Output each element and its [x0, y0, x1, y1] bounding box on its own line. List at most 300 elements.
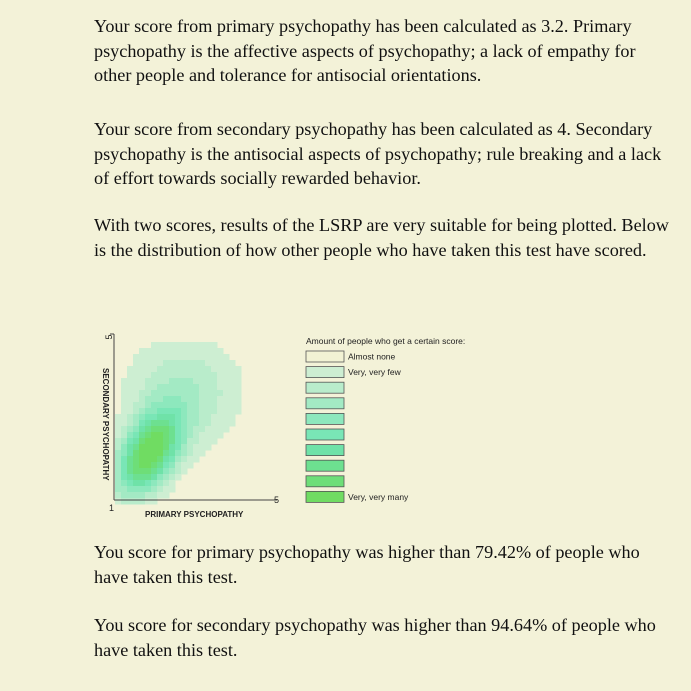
heatmap-cell	[181, 462, 188, 469]
heatmap-cell	[151, 498, 158, 505]
heatmap-cell	[139, 480, 146, 487]
heatmap-cell	[187, 354, 194, 361]
heatmap-cell	[205, 414, 212, 421]
heatmap-cell	[145, 366, 152, 373]
heatmap-cell	[151, 348, 158, 355]
heatmap-cell	[139, 462, 146, 469]
heatmap-cell	[175, 342, 182, 349]
heatmap-cell	[115, 438, 122, 445]
heatmap-cell	[145, 432, 152, 439]
heatmap-cell	[187, 342, 194, 349]
heatmap-cell	[157, 492, 164, 499]
heatmap-cell	[121, 468, 128, 475]
heatmap-cell	[169, 450, 176, 457]
heatmap-cell	[199, 444, 206, 451]
heatmap-cell	[115, 492, 122, 499]
heatmap-cell	[115, 468, 122, 475]
heatmap-cell	[121, 414, 128, 421]
heatmap-cell	[127, 384, 134, 391]
heatmap-cell	[187, 390, 194, 397]
heatmap-cell	[193, 432, 200, 439]
heatmap-cell	[187, 432, 194, 439]
heatmap-cell	[187, 456, 194, 463]
heatmap-cell	[139, 468, 146, 475]
heatmap-cell	[169, 414, 176, 421]
heatmap-cell	[121, 408, 128, 415]
heatmap-cell	[145, 426, 152, 433]
heatmap-cell	[223, 396, 230, 403]
heatmap-cell	[199, 354, 206, 361]
heatmap-cell	[151, 492, 158, 499]
heatmap-cell	[187, 372, 194, 379]
legend-swatch	[306, 460, 344, 471]
heatmap-cell	[169, 402, 176, 409]
heatmap-cell	[181, 378, 188, 385]
heatmap-cell	[187, 366, 194, 373]
heatmap-cell	[139, 420, 146, 427]
heatmap-cell	[199, 384, 206, 391]
heatmap-cell	[217, 402, 224, 409]
heatmap-cell	[187, 426, 194, 433]
heatmap-cell	[193, 426, 200, 433]
heatmap-cell	[223, 378, 230, 385]
legend-label: Very, very many	[348, 491, 409, 502]
heatmap-cell	[175, 366, 182, 373]
heatmap-cell	[163, 432, 170, 439]
heatmap-cell	[193, 438, 200, 445]
heatmap-cell	[193, 450, 200, 457]
heatmap-cell	[163, 468, 170, 475]
heatmap-cell	[211, 414, 218, 421]
heatmap-cell	[133, 366, 140, 373]
heatmap-cell	[181, 468, 188, 475]
heatmap-cell	[157, 468, 164, 475]
heatmap-cell	[151, 366, 158, 373]
heatmap-cell	[235, 390, 242, 397]
heatmap-cell	[157, 384, 164, 391]
heatmap-cell	[163, 492, 170, 499]
heatmap-cell	[145, 492, 152, 499]
heatmap-cell	[139, 492, 146, 499]
heatmap-cell	[169, 462, 176, 469]
heatmap-cell	[157, 342, 164, 349]
heatmap-cell	[139, 378, 146, 385]
heatmap-cell	[229, 366, 236, 373]
heatmap-cell	[199, 378, 206, 385]
heatmap-cell	[157, 372, 164, 379]
heatmap-cell	[121, 438, 128, 445]
heatmap-cell	[217, 396, 224, 403]
heatmap-cell	[133, 420, 140, 427]
heatmap-cell	[151, 378, 158, 385]
heatmap-cell	[133, 402, 140, 409]
heatmap-cell	[235, 402, 242, 409]
heatmap-cell	[139, 366, 146, 373]
heatmap-cell	[217, 378, 224, 385]
heatmap-cell	[205, 372, 212, 379]
heatmap-cell	[175, 420, 182, 427]
heatmap-cell	[127, 414, 134, 421]
heatmap-cell	[211, 384, 218, 391]
heatmap-cell	[127, 480, 134, 487]
heatmap-cell	[175, 444, 182, 451]
heatmap-cell	[127, 378, 134, 385]
heatmap-cell	[127, 432, 134, 439]
heatmap-cell	[127, 426, 134, 433]
heatmap-cell	[217, 414, 224, 421]
heatmap-cell	[229, 414, 236, 421]
heatmap-cell	[181, 420, 188, 427]
heatmap-cell	[133, 426, 140, 433]
heatmap-cell	[205, 432, 212, 439]
heatmap-cell	[205, 342, 212, 349]
heatmap-cell	[187, 462, 194, 469]
heatmap-cell	[223, 354, 230, 361]
heatmap-cell	[193, 384, 200, 391]
heatmap-cell	[181, 438, 188, 445]
heatmap-cell	[169, 372, 176, 379]
heatmap-cell	[187, 420, 194, 427]
heatmap-cell	[139, 348, 146, 355]
heatmap-cell	[151, 414, 158, 421]
heatmap-cell	[175, 348, 182, 355]
heatmap-cell	[211, 432, 218, 439]
heatmap-cell	[175, 414, 182, 421]
legend-swatch	[306, 445, 344, 456]
heatmap-cell	[235, 378, 242, 385]
heatmap-cell	[223, 366, 230, 373]
heatmap-cell	[181, 450, 188, 457]
heatmap-cell	[175, 456, 182, 463]
heatmap-cell	[193, 420, 200, 427]
heatmap-cell	[205, 384, 212, 391]
heatmap-cell	[145, 414, 152, 421]
heatmap-cell	[181, 372, 188, 379]
heatmap-cell	[133, 468, 140, 475]
heatmap-cell	[193, 456, 200, 463]
heatmap-cell	[151, 342, 158, 349]
heatmap-cell	[139, 486, 146, 493]
heatmap-cell	[199, 342, 206, 349]
heatmap-cell	[175, 372, 182, 379]
heatmap-cell	[199, 438, 206, 445]
heatmap-cell	[163, 456, 170, 463]
heatmap-cell	[175, 396, 182, 403]
heatmap-cell	[199, 450, 206, 457]
heatmap-cell	[133, 456, 140, 463]
heatmap-cell	[145, 474, 152, 481]
heatmap-cell	[199, 420, 206, 427]
heatmap-cell	[175, 384, 182, 391]
heatmap-cell	[163, 480, 170, 487]
heatmap-cell	[163, 366, 170, 373]
heatmap-cell	[169, 420, 176, 427]
heatmap-cell	[235, 384, 242, 391]
heatmap-cell	[211, 402, 218, 409]
heatmap-cell	[115, 426, 122, 433]
heatmap-cell	[139, 474, 146, 481]
heatmap-cell	[115, 480, 122, 487]
heatmap-cell	[133, 450, 140, 457]
heatmap-cell	[181, 384, 188, 391]
heatmap-cell	[145, 348, 152, 355]
heatmap-cell	[139, 438, 146, 445]
heatmap-cell	[175, 354, 182, 361]
origin-tick-label: 1	[109, 503, 115, 513]
legend-title: Amount of people who get a certain score:	[306, 336, 466, 346]
heatmap-cell	[169, 444, 176, 451]
heatmap-cell	[181, 348, 188, 355]
heatmap-cell	[145, 462, 152, 469]
heatmap-cells	[115, 342, 242, 505]
heatmap-cell	[169, 432, 176, 439]
heatmap-cell	[157, 450, 164, 457]
heatmap-cell	[157, 408, 164, 415]
heatmap-cell	[157, 420, 164, 427]
heatmap-cell	[169, 468, 176, 475]
heatmap-cell	[115, 450, 122, 457]
heatmap-cell	[121, 492, 128, 499]
heatmap-cell	[181, 396, 188, 403]
heatmap-cell	[181, 402, 188, 409]
heatmap-cell	[175, 468, 182, 475]
legend-swatch	[306, 398, 344, 409]
heatmap-cell	[151, 462, 158, 469]
heatmap-cell	[163, 372, 170, 379]
heatmap-cell	[145, 372, 152, 379]
heatmap-cell	[229, 378, 236, 385]
heatmap-cell	[133, 384, 140, 391]
heatmap-cell	[199, 366, 206, 373]
heatmap-cell	[115, 474, 122, 481]
heatmap-cell	[187, 348, 194, 355]
heatmap-cell	[121, 456, 128, 463]
heatmap-cell	[181, 432, 188, 439]
heatmap-cell	[187, 414, 194, 421]
heatmap-cell	[175, 432, 182, 439]
heatmap-cell	[139, 372, 146, 379]
heatmap-cell	[145, 450, 152, 457]
heatmap-cell	[163, 354, 170, 361]
heatmap-cell	[211, 360, 218, 367]
heatmap-cell	[157, 390, 164, 397]
heatmap-cell	[157, 474, 164, 481]
heatmap-cell	[151, 402, 158, 409]
heatmap-cell	[217, 372, 224, 379]
heatmap-cell	[145, 384, 152, 391]
primary-score-paragraph: Your score from primary psychopathy has been calculated as 3.2. Primary psychopathy is the affective aspects of psychopathy; a lack of empathy for other people and tolerance for antisocial orientations.	[94, 16, 636, 85]
secondary-percentile-paragraph: You score for secondary psychopathy was higher than 94.64% of people who have taken this test.	[94, 615, 656, 660]
heatmap-cell	[151, 408, 158, 415]
heatmap-cell	[127, 366, 134, 373]
heatmap-cell	[151, 468, 158, 475]
heatmap-cell	[199, 372, 206, 379]
heatmap-cell	[229, 360, 236, 367]
heatmap-cell	[235, 408, 242, 415]
heatmap-cell	[205, 396, 212, 403]
heatmap-cell	[115, 444, 122, 451]
heatmap-cell	[133, 414, 140, 421]
heatmap-cell	[169, 366, 176, 373]
heatmap-cell	[211, 408, 218, 415]
heatmap-cell	[193, 390, 200, 397]
heatmap-cell	[187, 402, 194, 409]
heatmap-cell	[199, 396, 206, 403]
heatmap-cell	[229, 372, 236, 379]
heatmap-cell	[211, 372, 218, 379]
heatmap-cell	[115, 486, 122, 493]
heatmap-cell	[193, 354, 200, 361]
heatmap-cell	[121, 444, 128, 451]
heatmap-cell	[169, 408, 176, 415]
heatmap-cell	[205, 402, 212, 409]
heatmap-cell	[151, 360, 158, 367]
heatmap-cell	[181, 414, 188, 421]
heatmap-cell	[133, 462, 140, 469]
heatmap-cell	[199, 432, 206, 439]
heatmap-cell	[229, 384, 236, 391]
secondary-score-paragraph: Your score from secondary psychopathy has been calculated as 4. Secondary psychopathy is the antisocial aspects of psychopathy; rule breaking and a lack of effort towards socially rewarded behavior.	[94, 119, 662, 188]
heatmap-cell	[181, 390, 188, 397]
heatmap-cell	[145, 498, 152, 505]
heatmap-cell	[169, 486, 176, 493]
heatmap-cell	[187, 444, 194, 451]
heatmap-cell	[175, 438, 182, 445]
heatmap-cell	[169, 342, 176, 349]
heatmap-cell	[121, 480, 128, 487]
heatmap-cell	[217, 348, 224, 355]
legend-swatch	[306, 413, 344, 424]
heatmap-cell	[193, 348, 200, 355]
heatmap-cell	[169, 456, 176, 463]
heatmap-cell	[229, 420, 236, 427]
heatmap-cell	[151, 486, 158, 493]
heatmap-cell	[127, 468, 134, 475]
heatmap-cell	[157, 414, 164, 421]
legend-swatch	[306, 491, 344, 502]
heatmap-cell	[187, 450, 194, 457]
heatmap-cell	[163, 342, 170, 349]
x-tick-label-max: 5	[274, 495, 280, 505]
heatmap-cell	[163, 396, 170, 403]
heatmap-cell	[121, 486, 128, 493]
heatmap-cell	[139, 360, 146, 367]
heatmap-cell	[169, 360, 176, 367]
heatmap-cell	[127, 498, 134, 505]
heatmap-cell	[205, 366, 212, 373]
heatmap-cell	[121, 420, 128, 427]
heatmap-cell	[157, 366, 164, 373]
heatmap-cell	[163, 414, 170, 421]
heatmap-cell	[145, 486, 152, 493]
heatmap-cell	[181, 456, 188, 463]
heatmap-cell	[193, 408, 200, 415]
heatmap-cell	[133, 432, 140, 439]
heatmap-cell	[217, 360, 224, 367]
heatmap-cell	[175, 402, 182, 409]
heatmap-cell	[169, 438, 176, 445]
heatmap-cell	[211, 438, 218, 445]
heatmap-cell	[133, 498, 140, 505]
heatmap-cell	[193, 366, 200, 373]
heatmap-cell	[139, 456, 146, 463]
heatmap-cell	[121, 450, 128, 457]
heatmap-cell	[217, 408, 224, 415]
heatmap-cell	[199, 348, 206, 355]
heatmap-cell	[121, 396, 128, 403]
heatmap-cell	[115, 456, 122, 463]
heatmap-cell	[127, 438, 134, 445]
heatmap-cell	[211, 378, 218, 385]
heatmap-cell	[163, 486, 170, 493]
heatmap-cell	[175, 408, 182, 415]
heatmap-cell	[223, 414, 230, 421]
heatmap-cell	[127, 390, 134, 397]
heatmap-cell	[163, 408, 170, 415]
heatmap-cell	[145, 480, 152, 487]
heatmap-cell	[145, 396, 152, 403]
heatmap-cell	[205, 444, 212, 451]
heatmap-cell	[205, 390, 212, 397]
heatmap-cell	[169, 378, 176, 385]
heatmap-cell	[139, 450, 146, 457]
heatmap-cell	[151, 354, 158, 361]
heatmap-cell	[145, 360, 152, 367]
heatmap-cell	[205, 360, 212, 367]
heatmap-cell	[133, 354, 140, 361]
heatmap-cell	[157, 378, 164, 385]
heatmap-cell	[133, 480, 140, 487]
heatmap-cell	[157, 486, 164, 493]
heatmap-cell	[151, 450, 158, 457]
heatmap-cell	[235, 396, 242, 403]
heatmap-cell	[217, 420, 224, 427]
heatmap-cell	[169, 390, 176, 397]
heatmap-cell	[139, 444, 146, 451]
heatmap-cell	[175, 450, 182, 457]
legend-swatch	[306, 476, 344, 487]
heatmap-cell	[151, 432, 158, 439]
heatmap-cell	[175, 474, 182, 481]
heatmap-cell	[145, 390, 152, 397]
heatmap-cell	[151, 444, 158, 451]
heatmap-cell	[199, 414, 206, 421]
heatmap-cell	[127, 396, 134, 403]
heatmap-cell	[199, 408, 206, 415]
heatmap-cell	[205, 408, 212, 415]
legend-label: Almost none	[348, 351, 396, 362]
heatmap-cell	[145, 354, 152, 361]
heatmap-cell	[157, 432, 164, 439]
heatmap-cell	[139, 354, 146, 361]
heatmap-cell	[217, 390, 224, 397]
heatmap-cell	[145, 438, 152, 445]
heatmap-cell	[127, 462, 134, 469]
heatmap-cell	[121, 462, 128, 469]
plot-intro-paragraph: With two scores, results of the LSRP are very suitable for being plotted. Below is the distribution of how other people who have taken this test have scored.	[94, 215, 669, 260]
heatmap-cell	[163, 348, 170, 355]
heatmap-cell	[115, 420, 122, 427]
legend-swatch	[306, 429, 344, 440]
heatmap-cell	[163, 438, 170, 445]
legend-swatch	[306, 351, 344, 362]
heatmap-cell	[151, 426, 158, 433]
heatmap-cell	[157, 396, 164, 403]
heatmap-cell	[145, 408, 152, 415]
heatmap-cell	[211, 396, 218, 403]
heatmap-cell	[193, 444, 200, 451]
heatmap-cell	[127, 420, 134, 427]
